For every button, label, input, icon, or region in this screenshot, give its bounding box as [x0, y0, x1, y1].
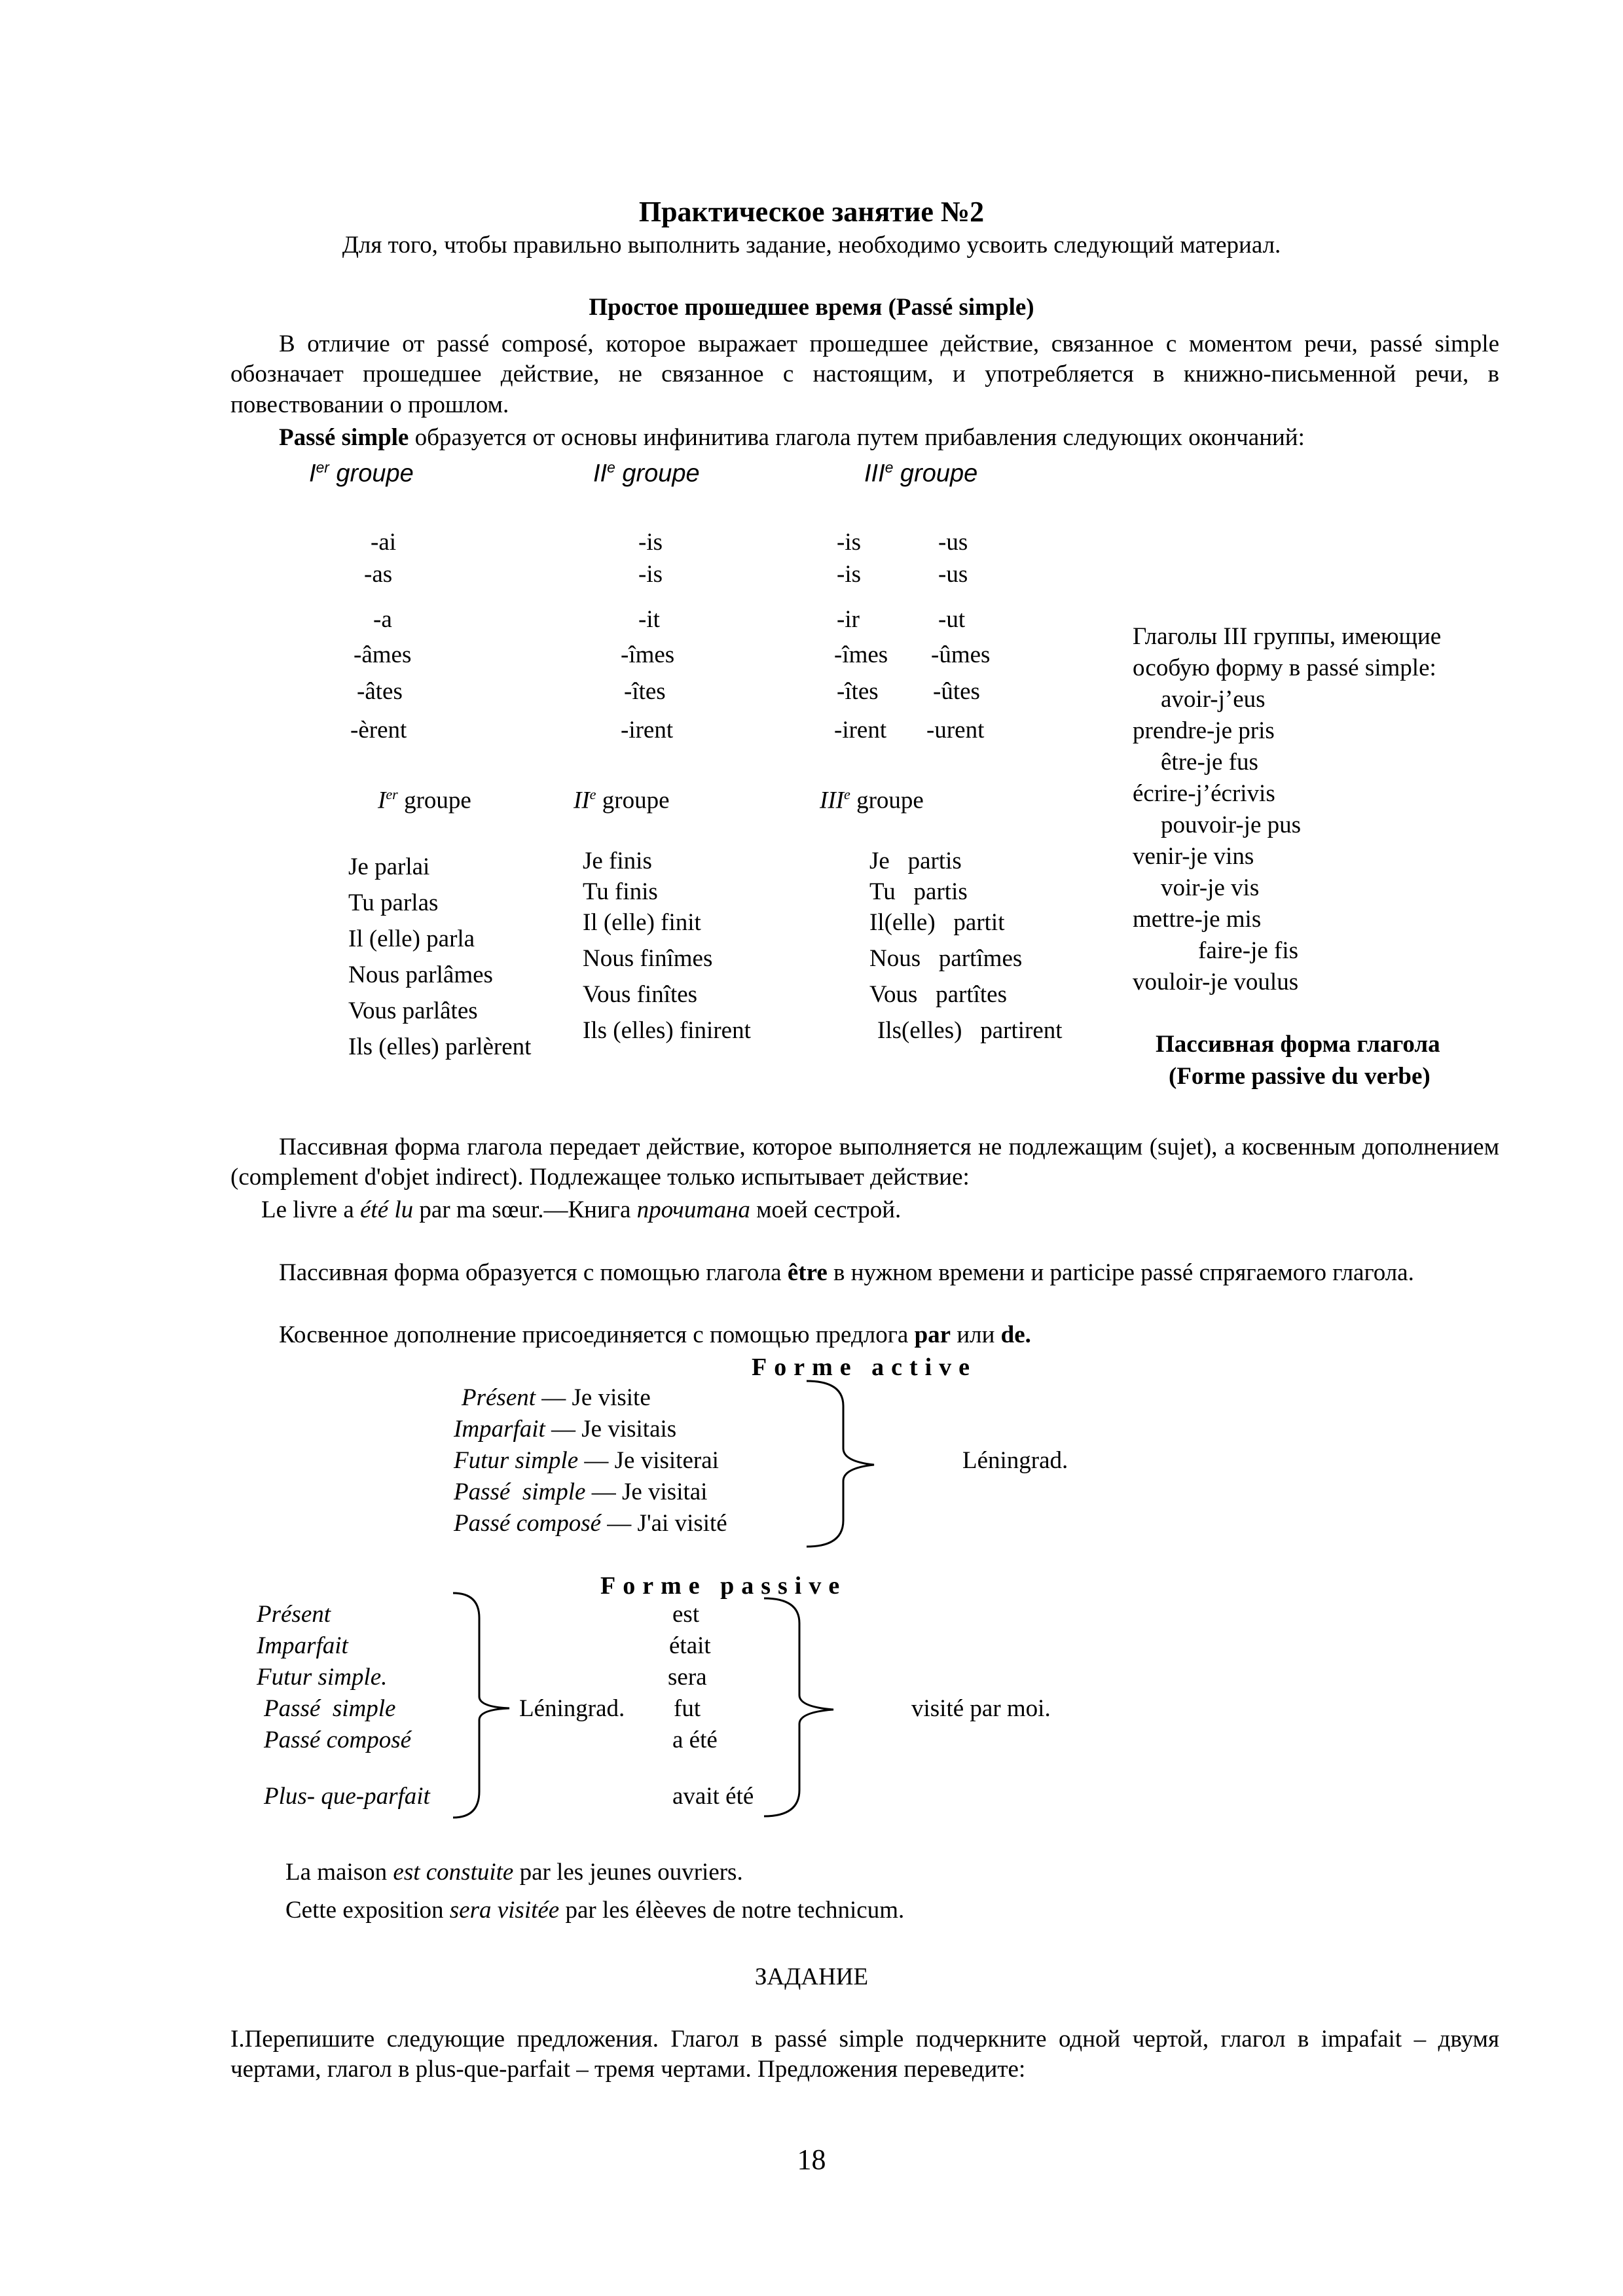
conjugation-form: Nous finîmes — [583, 945, 713, 972]
ending: -it — [638, 606, 660, 633]
ending: -ai — [371, 529, 397, 556]
passive-example: Le livre a été lu par ma sœur.—Книга прочитана моей сестрой. — [261, 1196, 902, 1223]
active-row: Futur simple — Je visiterai — [454, 1447, 719, 1474]
passive-tense: Plus- que-parfait — [264, 1783, 430, 1810]
conj-header-group-2: IIe groupe — [574, 786, 670, 814]
conjugation-form: Ils(elles) partirent — [877, 1017, 1063, 1044]
irregular-item: pouvoir-je pus — [1161, 812, 1302, 838]
ending: -âtes — [357, 678, 403, 705]
ending: -âmes — [354, 641, 412, 668]
ending: -urent — [926, 717, 985, 744]
conjugation-form: Vous finîtes — [583, 981, 698, 1008]
ending: -is — [638, 529, 663, 556]
passive-tense-brace — [452, 1592, 517, 1821]
conjugation-form: Nous partîmes — [869, 945, 1023, 972]
ending: -us — [938, 529, 968, 556]
passe-simple-formation — [230, 423, 1499, 453]
ending: -is — [837, 529, 861, 556]
endings-header-group-1: Ier groupe — [309, 459, 414, 488]
conjugation-form: Ils (elles) finirent — [583, 1017, 751, 1044]
conjugation-form: Vous parlâtes — [348, 997, 478, 1024]
passive-tense: Imparfait — [257, 1632, 348, 1659]
conjugation-form: Tu partis — [869, 878, 968, 905]
active-row: Passé composé — J'ai visité — [454, 1510, 727, 1537]
forme-active-label: Forme active — [752, 1354, 977, 1381]
passive-agent-rule: Косвенное дополнение присоединяется с помощью предлога par или de. — [279, 1321, 1031, 1348]
ending: -is — [837, 561, 861, 588]
passive-description: Пассивная форма глагола передает действие, которое выполняется не подлежащим (sujet), а косвенным дополнением (complement d'objet indirect). Подлежащее только испытывает действие: — [230, 1134, 1499, 1191]
formation-term: Passé simple — [279, 424, 409, 451]
ending: -irent — [621, 717, 674, 744]
passive-participle: visité par moi. — [911, 1695, 1051, 1722]
page-title: Практическое занятие №2 — [638, 196, 985, 228]
endings-header-group-2: IIe groupe — [593, 459, 700, 488]
ending: -us — [938, 561, 968, 588]
passive-aux-brace — [763, 1597, 841, 1820]
conjugation-form: Je finis — [583, 848, 652, 874]
passive-heading-line-2: (Forme passive du verbe) — [1169, 1063, 1431, 1090]
passive-aux: a été — [672, 1727, 718, 1753]
irregular-item: voir-je vis — [1161, 874, 1260, 901]
irregular-item: vouloir-je voulus — [1133, 969, 1299, 996]
endings-header-group-3: IIIe groupe — [864, 459, 978, 488]
irregular-item: faire-je fis — [1198, 937, 1299, 964]
ending: -as — [364, 561, 393, 588]
irregular-item: écrire-j’écrivis — [1133, 780, 1275, 807]
conjugation-form: Il (elle) parla — [348, 925, 475, 952]
page-subtitle: Для того, чтобы правильно выполнить задание, необходимо усвоить следующий материал. — [342, 232, 1281, 259]
passive-aux: était — [669, 1632, 711, 1659]
task-heading: ЗАДАНИЕ — [754, 1964, 869, 1990]
page-number: 18 — [797, 2144, 826, 2176]
forme-passive-label: Forme passive — [600, 1572, 847, 1600]
conjugation-form: Tu parlas — [348, 889, 439, 916]
ending: -is — [638, 561, 663, 588]
conjugation-form: Je partis — [869, 848, 962, 874]
passive-formation: Пассивная форма образуется с помощью глагола être в нужном времени и participe passé спрягаемого глагола. — [279, 1259, 1414, 1286]
task-text: I.Перепишите следующие предложения. Глагол в passé simple подчеркните одной чертой, глагол в impafait – двумя чертами, глагол в plus-que-parfait – тремя чертами. Предложения переведите: — [230, 2026, 1499, 2083]
active-row: Imparfait — Je visitais — [454, 1416, 677, 1443]
passive-example-1: La maison est constuite par les jeunes ouvriers. — [285, 1859, 743, 1886]
conj-header-group-1: Ier groupe — [378, 786, 471, 814]
irregular-item: avoir-j’eus — [1161, 686, 1266, 713]
ending: -ut — [938, 606, 966, 633]
irregular-intro: Глаголы III группы, имеющие — [1133, 623, 1442, 650]
ending: -îmes — [621, 641, 675, 668]
passe-simple-heading: Простое прошедшее время (Passé simple) — [589, 294, 1034, 321]
passive-heading-line-1: Пассивная форма глагола — [1156, 1031, 1440, 1058]
passive-tense: Présent — [257, 1601, 331, 1628]
active-row: Passé simple — Je visitai — [454, 1479, 708, 1505]
ending: -îmes — [834, 641, 888, 668]
ending: -èrent — [350, 717, 407, 744]
irregular-item: prendre-je pris — [1133, 717, 1275, 744]
passive-tense: Futur simple. — [257, 1664, 388, 1691]
ending: -a — [373, 606, 392, 633]
ending: -îtes — [837, 678, 879, 705]
conjugation-form: Nous parlâmes — [348, 961, 493, 988]
conjugation-form: Tu finis — [583, 878, 658, 905]
passive-aux: avait été — [672, 1783, 754, 1810]
passive-aux: fut — [674, 1695, 701, 1722]
ending: -ir — [837, 606, 860, 633]
active-right-brace — [805, 1380, 884, 1550]
irregular-item: mettre-je mis — [1133, 906, 1262, 933]
conjugation-form: Ils (elles) parlèrent — [348, 1033, 532, 1060]
ending: -irent — [834, 717, 887, 744]
passive-subject: Léningrad. — [519, 1695, 625, 1722]
irregular-item: être-je fus — [1161, 749, 1258, 776]
active-row: Présent — Je visite — [462, 1384, 651, 1411]
conjugation-form: Il (elle) finit — [583, 909, 701, 936]
passive-aux: sera — [668, 1664, 707, 1691]
conj-header-group-3: IIIe groupe — [820, 786, 924, 814]
ending: -îtes — [624, 678, 666, 705]
ending: -ûmes — [931, 641, 991, 668]
irregular-intro: особую форму в passé simple: — [1133, 655, 1436, 681]
passive-example-2: Cette exposition sera visitée par les élèeves de notre technicum. — [285, 1897, 905, 1924]
passe-simple-intro: В отличие от passé composé, которое выражает прошедшее действие, связанное с моментом речи, passé simple обозначает прошедшее действие, не связанное с настоящим, и употребляется в книжно-письменной речи, в повествовании о прошлом. — [230, 331, 1499, 418]
passive-tense: Passé composé — [264, 1727, 412, 1753]
conjugation-form: Je parlai — [348, 853, 430, 880]
conjugation-form: Vous partîtes — [869, 981, 1008, 1008]
active-object: Léningrad. — [962, 1447, 1068, 1474]
passive-tense: Passé simple — [264, 1695, 396, 1722]
passive-aux: est — [672, 1601, 700, 1628]
conjugation-form: Il(elle) partit — [869, 909, 1005, 936]
formation-text: образуется от основы инфинитива глагола путем прибавления следующих окончаний: — [409, 424, 1305, 451]
irregular-item: venir-je vins — [1133, 843, 1254, 870]
ending: -ûtes — [933, 678, 980, 705]
